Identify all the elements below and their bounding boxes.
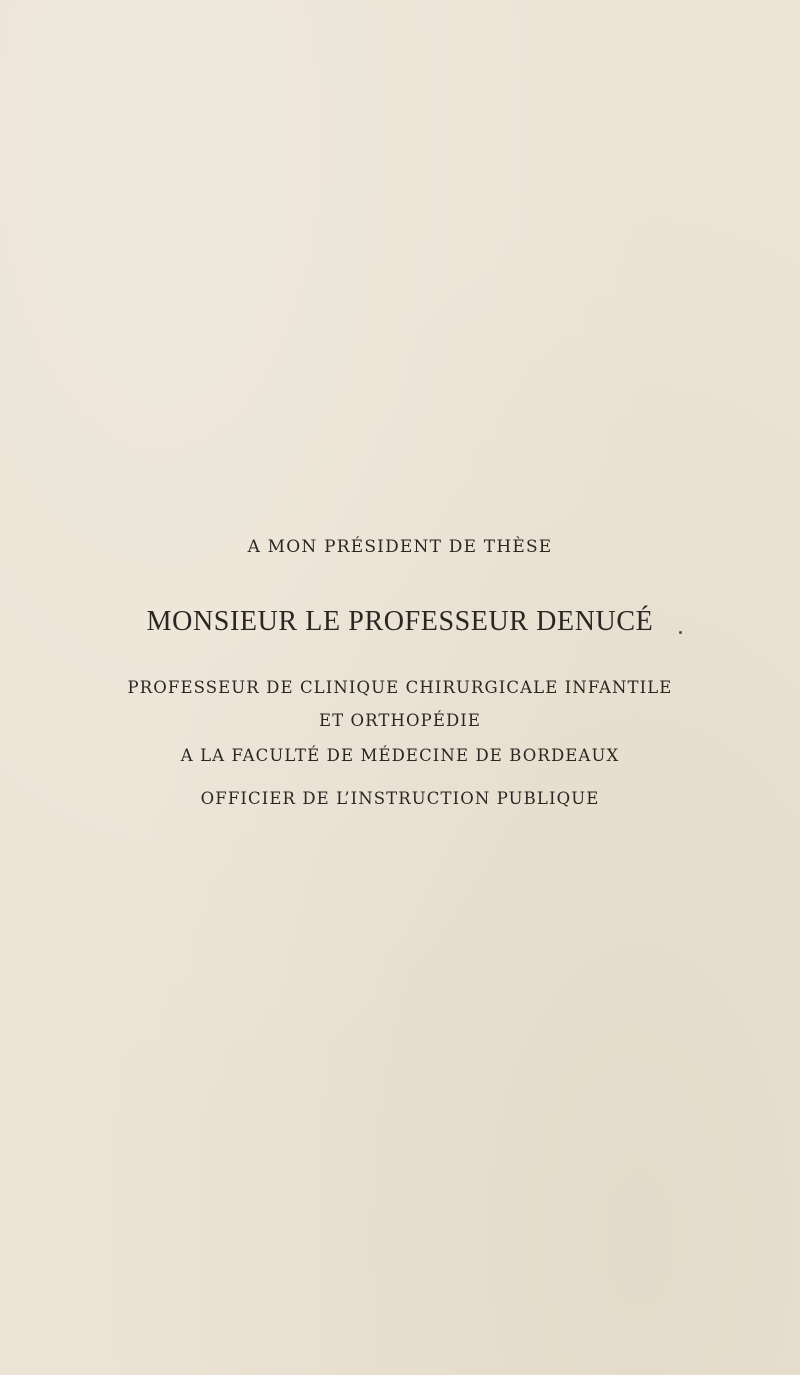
paper-speck — [679, 631, 682, 634]
dedicatee-title-line-4: OFFICIER DE L’INSTRUCTION PUBLIQUE — [200, 789, 600, 808]
dedication-heading: A MON PRÉSIDENT DE THÈSE — [247, 537, 553, 557]
dedicatee-title-line-1: PROFESSEUR DE CLINIQUE CHIRURGICALE INFANTILE — [127, 678, 673, 697]
dedicatee-title-line-2: ET ORTHOPÉDIE — [318, 711, 482, 730]
dedicatee-name: MONSIEUR LE PROFESSEUR DENUCÉ — [146, 606, 654, 637]
dedicatee-title-line-3: A LA FACULTÉ DE MÉDECINE DE BORDEAUX — [180, 746, 620, 765]
